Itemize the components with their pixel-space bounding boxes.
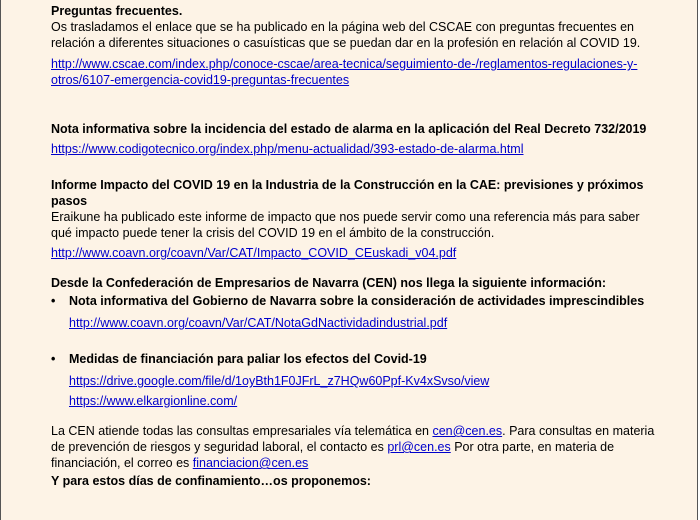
informe-link[interactable]: http://www.coavn.org/coavn/Var/CAT/Impacto_COVID_CEuskadi_v04.pdf — [51, 246, 457, 260]
cen-section — [51, 275, 661, 471]
financiacion-email-link[interactable]: financiacion@cen.es — [192, 456, 309, 470]
cen-title: Desde la Confederación de Empresarios de Navarra (CEN) nos llega la siguiente información: — [51, 276, 607, 290]
cen-contact-text-2: . Para consultas en materia de prevención de riesgos y seguridad laboral, el contacto es — [51, 424, 655, 454]
cen-bullet-1-label: Nota informativa del Gobierno de Navarra sobre la consideración de actividades imprescindibles — [69, 294, 645, 308]
informe-section — [51, 177, 661, 261]
cen-contact-paragraph — [51, 423, 661, 471]
bullet-glyph: • — [51, 352, 56, 366]
faq-title: Preguntas frecuentes. — [51, 4, 183, 18]
nota-title: Nota informativa sobre la incidencia del estado de alarma en la aplicación del Real Decreto 732/2019 — [51, 122, 647, 136]
faq-body: Os trasladamos el enlace que se ha publicado en la página web del CSCAE con preguntas frecuentes en relación a diferentes situaciones o casuísticas que se puedan dar en la profesión en relación al COVID 19. — [51, 20, 641, 50]
cen-email-link[interactable]: cen@cen.es — [432, 424, 503, 438]
faq-section — [51, 3, 661, 88]
cen-bullet-2-link-elkargi[interactable]: https://www.elkargionline.com/ — [69, 394, 238, 408]
cen-contact-text-1: La CEN atiende todas las consultas empresariales vía telemática en — [51, 424, 433, 438]
bullet-glyph: • — [51, 294, 56, 308]
cen-bullet-2-label: Medidas de financiación para paliar los efectos del Covid-19 — [69, 352, 427, 366]
confinamiento-title: Y para estos días de confinamiento…os proponemos: — [51, 474, 371, 488]
confinamiento-section — [51, 473, 661, 489]
faq-link[interactable]: http://www.cscae.com/index.php/conoce-cscae/area-tecnica/seguimiento-de-/reglamentos-regulaciones-y-otros/6107-emergencia-covid19-preguntas-frecuentes — [51, 57, 638, 87]
cen-bullet-2 — [51, 351, 661, 367]
nota-link[interactable]: https://www.codigotecnico.org/index.php/menu-actualidad/393-estado-de-alarma.html — [51, 142, 524, 156]
informe-title: Informe Impacto del COVID 19 en la Industria de la Construcción en la CAE: previsiones y próximos pasos — [51, 178, 644, 208]
cen-bullet-1 — [51, 293, 661, 309]
cen-contact-text-3: Por otra parte, en materia de financiación, el correo es — [51, 440, 615, 470]
cen-bullet-2-link-drive[interactable]: https://drive.google.com/file/d/1oyBth1F0JFrL_z7HQw60Ppf-Kv4xSvso/view — [69, 374, 490, 388]
cen-bullet-1-link[interactable]: http://www.coavn.org/coavn/Var/CAT/NotaGdNactividadindustrial.pdf — [69, 316, 448, 330]
nota-section — [51, 121, 661, 157]
prl-email-link[interactable]: prl@cen.es — [387, 440, 451, 454]
informe-body: Eraikune ha publicado este informe de impacto que nos puede servir como una referencia más para saber qué impacto puede tener la crisis del COVID 19 en el ámbito de la construcción. — [51, 210, 640, 240]
